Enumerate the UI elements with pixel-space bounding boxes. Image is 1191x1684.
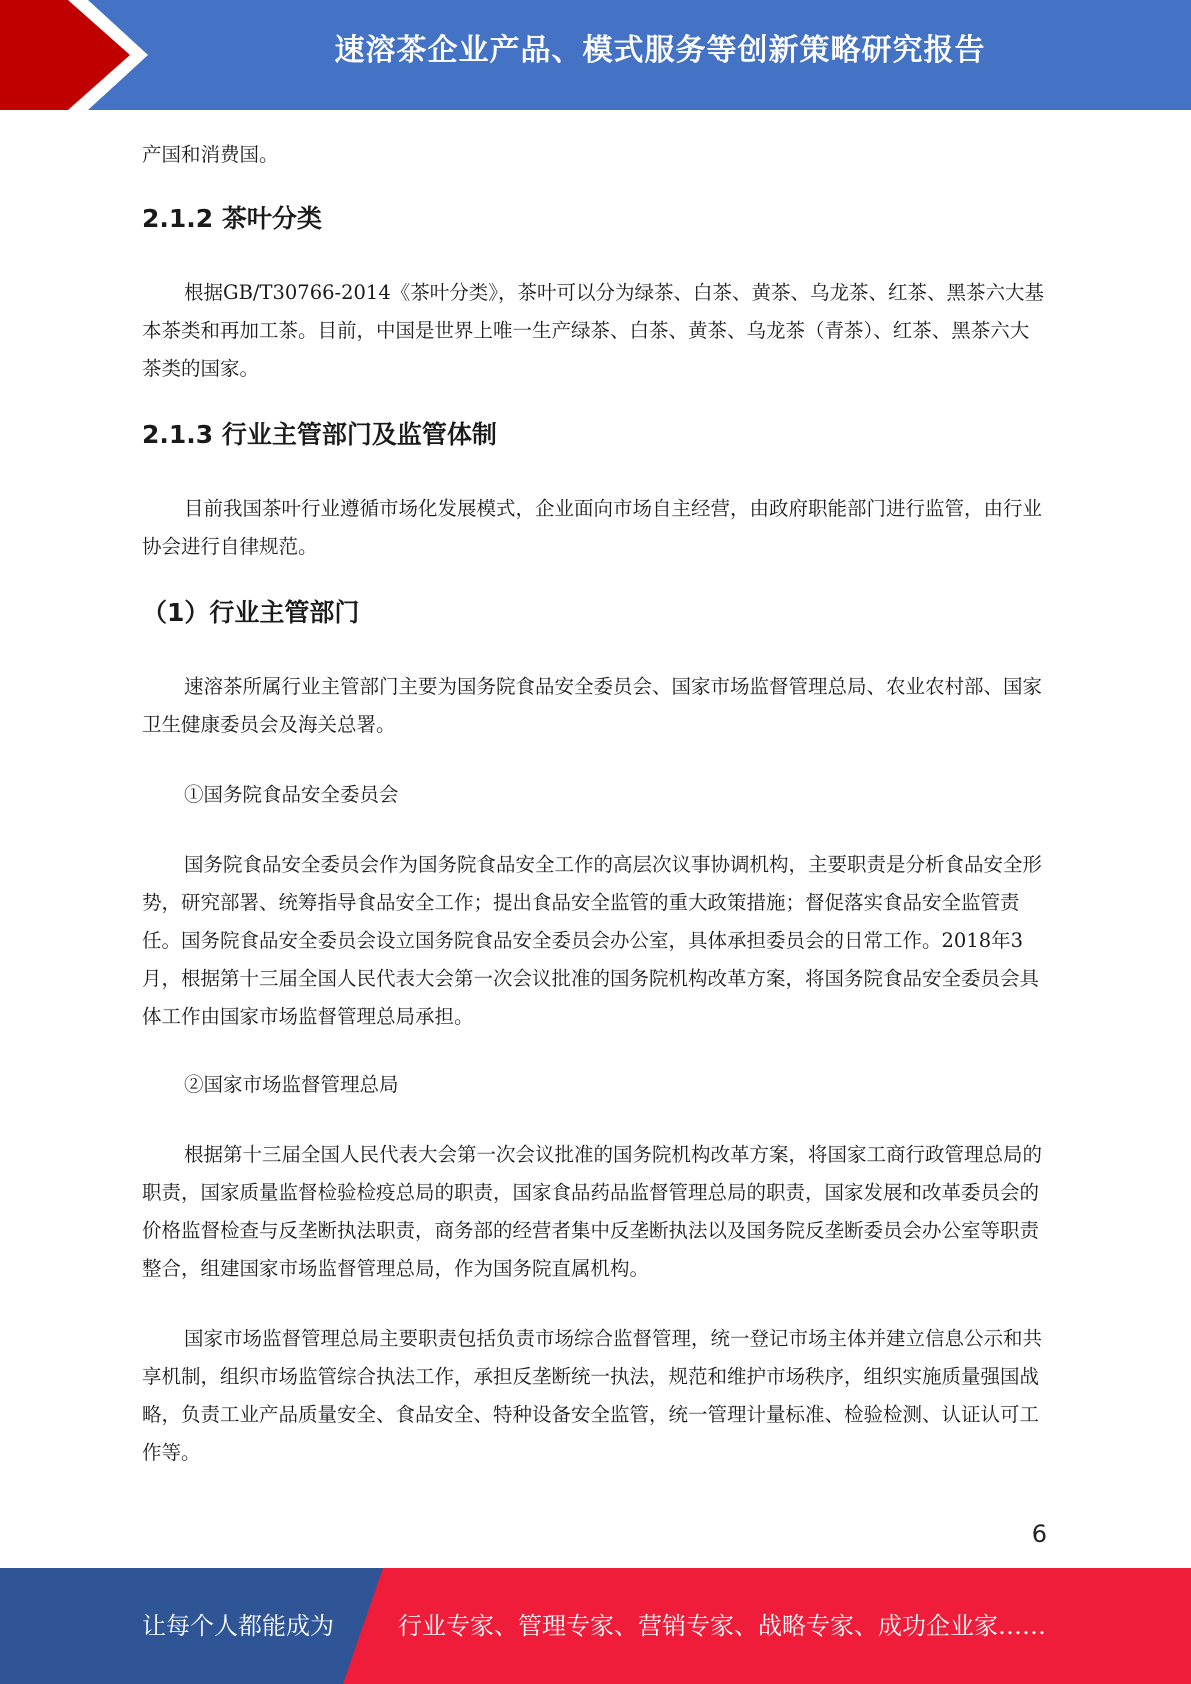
- section-heading-2-1-2: 2.1.2 茶叶分类: [142, 204, 322, 233]
- paragraph-market-regulation-formation: 根据第十三届全国人民代表大会第一次会议批准的国务院机构改革方案，将国家工商行政管理总局的职责，国家质量监督检验检疫总局的职责，国家食品药品监督管理总局的职责，国家发展和改革委员会的价格监督检查与反垄断执法职责，商务部的经营者集中反垄断执法以及国务院反垄断委员会办公室等职责整合，组建国家市场监督管理总局，作为国务院直属机构。: [142, 1143, 1043, 1280]
- paragraph-tea-classification: 根据GB/T30766-2014《茶叶分类》，茶叶可以分为绿茶、白茶、黄茶、乌龙茶、红茶、黑茶六大基本茶类和再加工茶。目前，中国是世界上唯一生产绿茶、白茶、黄茶、乌龙茶（青茶）、红茶、黑茶六大茶类的国家。: [142, 281, 1044, 380]
- paragraph-continuation: 产国和消费国。: [142, 143, 279, 166]
- footer-slogan-right: 行业专家、管理专家、营销专家、战略专家、成功企业家……: [398, 1612, 1046, 1640]
- subsection-heading-authorities: （1）行业主管部门: [142, 598, 360, 627]
- paragraph-regulatory-system: 目前我国茶叶行业遵循市场化发展模式，企业面向市场自主经营，由政府职能部门进行监管，由行业协会进行自律规范。: [142, 497, 1043, 558]
- page-number: 6: [1031, 1520, 1047, 1548]
- list-item-food-safety-committee: ①国务院食品安全委员会: [184, 783, 399, 806]
- page-footer: [0, 1568, 1191, 1684]
- list-item-market-regulation: ②国家市场监督管理总局: [184, 1073, 399, 1096]
- page-header: [0, 0, 1191, 110]
- paragraph-food-safety-committee: 国务院食品安全委员会作为国务院食品安全工作的高层次议事协调机构，主要职责是分析食品安全形势，研究部署、统筹指导食品安全工作；提出食品安全监管的重大政策措施；督促落实食品安全监管责任。国务院食品安全委员会设立国务院食品安全委员会办公室，具体承担委员会的日常工作。2018年3月，根据第十三届全国人民代表大会第一次会议批准的国务院机构改革方案，将国务院食品安全委员会具体工作由国家市场监督管理总局承担。: [142, 853, 1043, 1028]
- document-title: 速溶茶企业产品、模式服务等创新策略研究报告: [334, 33, 986, 68]
- paragraph-authorities: 速溶茶所属行业主管部门主要为国务院食品安全委员会、国家市场监督管理总局、农业农村部、国家卫生健康委员会及海关总署。: [142, 675, 1043, 736]
- paragraph-market-regulation-duties: 国家市场监督管理总局主要职责包括负责市场综合监督管理，统一登记市场主体并建立信息公示和共享机制，组织市场监管综合执法工作，承担反垄断统一执法，规范和维护市场秩序，组织实施质量强国战略，负责工业产品质量安全、食品安全、特种设备安全监管，统一管理计量标准、检验检测、认证认可工作等。: [142, 1327, 1043, 1464]
- header-arrow-mark: [0, 0, 160, 110]
- section-heading-2-1-3: 2.1.3 行业主管部门及监管体制: [142, 420, 497, 449]
- footer-slogan-left: 让每个人都能成为: [142, 1612, 334, 1640]
